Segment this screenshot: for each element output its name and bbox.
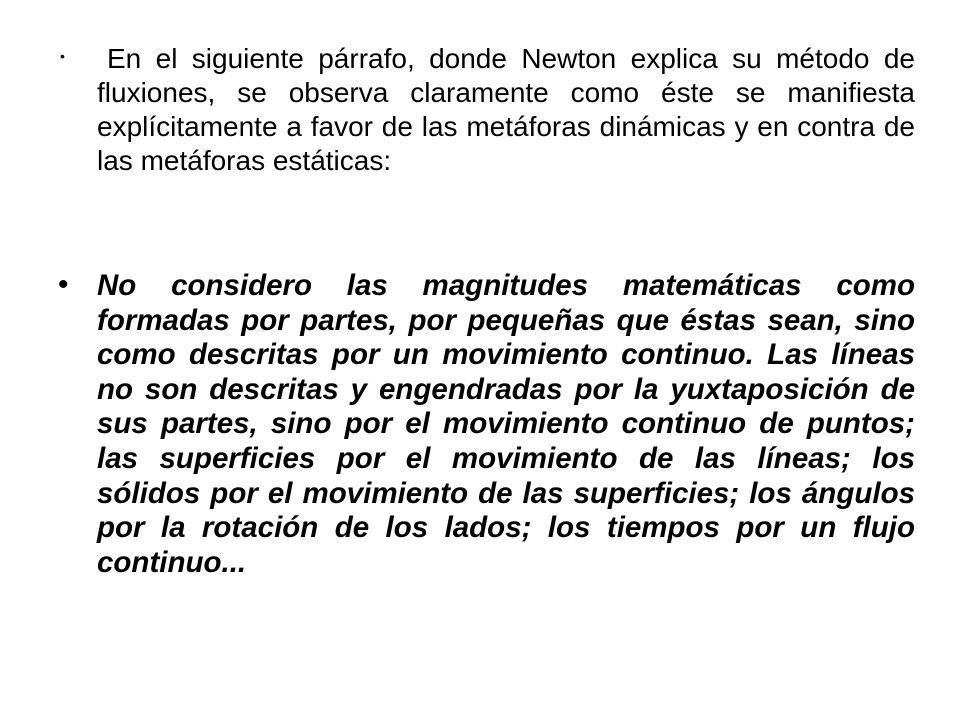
bullet-marker: • bbox=[60, 48, 65, 64]
bullet-marker: • bbox=[58, 268, 69, 301]
bullet-text-intro: En el siguiente párrafo, donde Newton explica su método de fluxiones, se observa claramente como éste se manifiesta explícitamente a favor de las metáforas dinámicas y en contra de las metáforas estáticas: bbox=[97, 43, 915, 176]
bullet-text-quote: No considero las magnitudes matemáticas como formadas por partes, por pequeñas que éstas sean, sino como descritas por un movimiento continuo. Las líneas no son descritas y engendradas por la yuxtaposición de sus partes, sino por el movimiento continuo de puntos; las superficies por el movimiento de las líneas; los sólidos por el movimiento de las superficies; los ángulos por la rotación de los lados; los tiempos por un flujo continuo... bbox=[97, 269, 915, 579]
